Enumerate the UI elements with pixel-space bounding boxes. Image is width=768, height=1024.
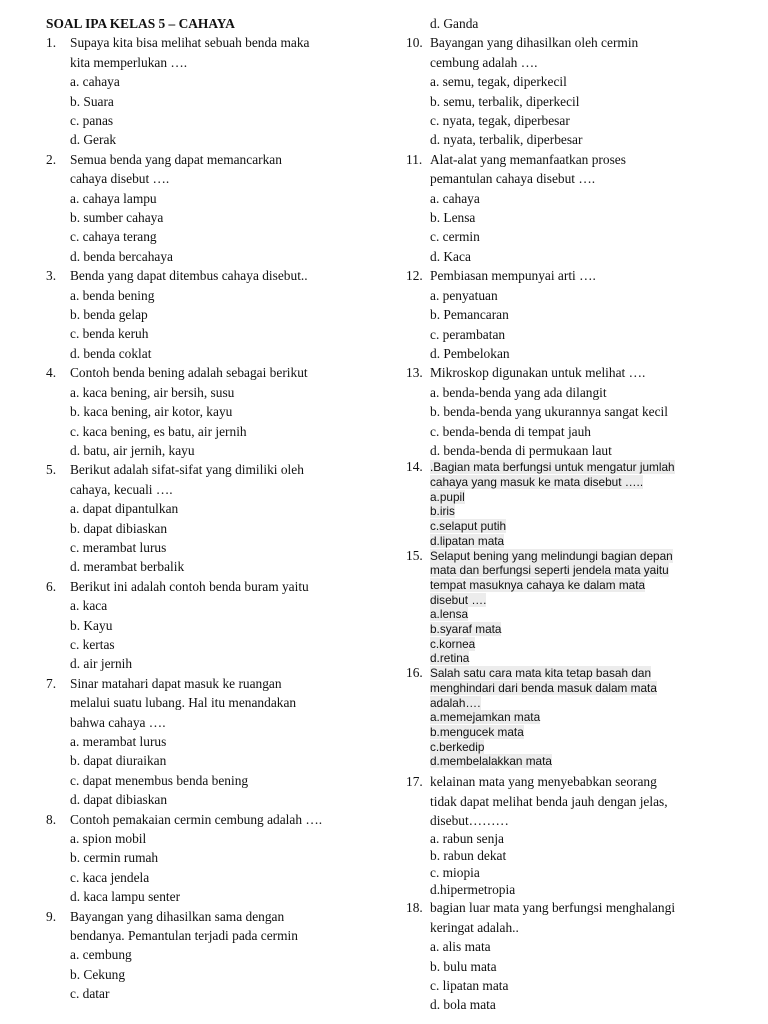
option-item: b. Suara [70,93,114,109]
question-number: 2. [46,151,57,167]
option-item: c. panas [70,113,114,129]
question-text: Selaput bening yang melindungi bagian depan [430,548,673,563]
option-item: a. alis mata [430,939,491,955]
question-item [46,577,386,674]
question-item [406,33,736,149]
option-item: c. cermin [430,229,480,245]
option-item [406,740,736,755]
option-item: b. Lensa [430,210,476,226]
question-number: 7. [46,675,57,691]
question-number: 11. [406,151,423,167]
option-item: b. benda-benda yang ukurannya sangat kecil [430,404,668,420]
option-item [406,490,736,505]
question-number: 3. [46,268,57,284]
option-item: d. air jernih [70,656,133,672]
option-item: b. Kayu [70,617,113,633]
option-item: d. Gerak [70,132,117,148]
question-item [46,810,386,907]
question-text-line: cahaya disebut …. [70,171,170,187]
left-question-list [46,33,386,1003]
question-item [46,266,386,363]
question-18 [406,898,736,1014]
question-text-line [406,666,736,681]
question-item [46,150,386,266]
question-item [46,674,386,810]
option-item: b. benda gelap [70,307,148,323]
option-item: b. bulu mata [430,958,497,974]
question-text-line: bahwa cahaya …. [70,714,166,730]
question-text-line [406,475,736,490]
option-item: a. merambat lurus [70,734,167,750]
option-item: d. benda-benda di permukaan laut [430,442,612,458]
option-item: c. cahaya terang [70,229,157,245]
option-item: b. rabun dekat [430,848,507,864]
option-item: d. batu, air jernih, kayu [70,442,195,458]
question-text-line: bendanya. Pemantulan terjadi pada cermin [70,928,298,944]
question-text-line: Berikut adalah sifat-sifat yang dimiliki oleh [70,462,304,478]
question-text-line: pemantulan cahaya disebut …. [430,171,596,187]
option-item [406,651,736,666]
option-item [406,637,736,652]
option-item: b. cermin rumah [70,850,159,866]
question-text-line: disebut……… [430,812,509,828]
question-number: 10. [406,35,423,51]
question-number: 1. [46,35,57,51]
question-text: tempat masuknya cahaya ke dalam mata [430,577,646,592]
option-item: a. cembung [70,947,132,963]
option-item: c. perambatan [430,326,506,342]
question-item [406,150,736,266]
question-text-line: Bayangan yang dihasilkan sama dengan [70,908,285,924]
question-17 [406,772,736,898]
right-column [406,14,736,1015]
option-item: c. benda keruh [70,326,149,342]
option-item: a. dapat dipantulkan [70,501,179,517]
question-text: Salah satu cara mata kita tetap basah dan [430,666,652,681]
right-question-list [406,33,736,460]
option-item: c. nyata, tegak, diperbesar [430,113,570,129]
option-text: d.lipatan mata [430,533,505,548]
option-item [406,622,736,637]
option-item [406,725,736,740]
option-item: b. Cekung [70,966,126,982]
option-item: b. sumber cahaya [70,210,164,226]
left-column [46,14,386,1004]
option-item [406,504,736,519]
option-item: c. kaca bening, es batu, air jernih [70,423,247,439]
question-number: 6. [46,578,57,594]
question-text: cahaya yang masuk ke mata disebut ….. [430,475,644,490]
option-item [406,710,736,725]
option-item: a. kaca bening, air bersih, susu [70,384,235,400]
question-text-line: Contoh pemakaian cermin cembung adalah …. [70,811,323,827]
question-text-line: melalui suatu lubang. Hal itu menandakan [70,695,297,711]
option-text: b.iris [430,504,455,519]
option-item: b. dapat dibiaskan [70,520,168,536]
question-text-line: kelainan mata yang menyebabkan seorang [430,774,657,790]
option-item: c. benda-benda di tempat jauh [430,423,591,439]
option-item: d. Pembelokan [430,345,510,361]
option-item: a. cahaya [430,190,480,206]
option-item: a. cahaya lampu [70,190,157,206]
question-text-line: Bayangan yang dihasilkan oleh cermin [430,35,639,51]
option-text: c.kornea [430,636,476,651]
question-text-line: bagian luar mata yang berfungsi menghalangi [430,900,676,916]
question-text: .Bagian mata berfungsi untuk mengatur jumlah [430,460,675,475]
question-number: 18. [406,900,423,916]
option-item: b. Pemancaran [430,307,509,323]
option-item: b. dapat diuraikan [70,753,167,769]
question-text-line: Pembiasan mempunyai arti …. [430,268,596,284]
question-text-line: Alat-alat yang memanfaatkan proses [430,151,626,167]
option-item [406,607,736,622]
question-text-line [406,593,736,608]
option-text: b.mengucek mata [430,725,524,739]
question-text-line [406,549,736,564]
question-item [406,549,736,667]
question-text-line: cembung adalah …. [430,54,538,70]
option-text: a.lensa [430,607,469,622]
question-text-line: Semua benda yang dapat memancarkan [70,151,282,167]
option-item [406,754,736,769]
option-item: a. kaca [70,598,108,614]
question-text-line: kita memperlukan …. [70,54,188,70]
option-item: a. benda-benda yang ada dilangit [430,384,607,400]
question-item [406,772,736,898]
question-number: 4. [46,365,57,381]
option-text: c.berkedip [430,739,485,754]
option-text: d.membelalakkan mata [430,754,552,769]
question-item [46,33,386,149]
option-item [406,519,736,534]
question-number: 13. [406,365,423,381]
option-item: c. datar [70,986,110,1002]
question-text-line: Sinar matahari dapat masuk ke ruangan [70,675,282,691]
question-number: 12. [406,268,423,284]
question-text: menghindari dari benda masuk dalam mata [430,680,657,695]
option-item: d. benda bercahaya [70,248,173,264]
highlighted-question-list [406,460,736,769]
question-item [406,363,736,460]
question-number: 14. [406,459,423,475]
question-text-line [406,696,736,711]
option-item: a. semu, tegak, diperkecil [430,74,567,90]
question-item [406,460,736,548]
question-text-line [406,460,736,475]
option-text: d.retina [430,651,470,666]
question-item [46,363,386,460]
question-text-line: Contoh benda bening adalah sebagai berikut [70,365,308,381]
option-item: d.hipermetropia [430,882,516,898]
option-item: a. penyatuan [430,287,498,303]
question-number: 15. [406,547,423,563]
option-item: d. merambat berbalik [70,559,185,575]
question-item [406,898,736,1014]
question-number: 16. [406,665,423,681]
question-text: mata dan berfungsi seperti jendela mata yaitu [430,563,669,578]
question-text-line: Supaya kita bisa melihat sebuah benda maka [70,35,310,51]
option-item: c. miopia [430,865,480,881]
option-item: a. rabun senja [430,831,504,847]
option-item: a. benda bening [70,287,155,303]
option-item: d. Ganda [430,16,479,31]
question-number: 5. [46,462,57,478]
option-item: a. cahaya [70,74,120,90]
question-text-line: Benda yang dapat ditembus cahaya disebut.. [70,268,308,284]
question-text-line: cahaya, kecuali …. [70,481,173,497]
question-item [406,666,736,769]
option-item: c. kaca jendela [70,869,150,885]
option-item: a. spion mobil [70,831,147,847]
question-item [46,907,386,1004]
option-text: a.memejamkan mata [430,710,541,725]
question-text: disebut …. [430,592,487,607]
option-item: b. semu, terbalik, diperkecil [430,93,580,109]
option-item: c. lipatan mata [430,977,509,993]
question-item [46,460,386,576]
option-item [406,534,736,549]
option-item: b. kaca bening, air kotor, kayu [70,404,233,420]
option-item: d. bola mata [430,997,496,1013]
question-text-line: Berikut ini adalah contoh benda buram yaitu [70,578,309,594]
option-item: c. dapat menembus benda bening [70,772,249,788]
question-item [406,266,736,363]
question-text: adalah…. [430,695,481,710]
option-text: a.pupil [430,489,465,504]
question-number: 9. [46,908,57,924]
question-text-line [406,578,736,593]
option-item: d. Kaca [430,248,471,264]
option-item: d. benda coklat [70,345,152,361]
option-text: c.selaput putih [430,519,507,534]
option-text: b.syaraf mata [430,622,502,637]
option-item: c. kertas [70,636,115,652]
question-number: 17. [406,774,423,790]
option-item: d. kaca lampu senter [70,889,181,905]
worksheet-title: SOAL IPA KELAS 5 – CAHAYA [46,16,235,31]
question-number: 8. [46,811,57,827]
question-text-line: keringat adalah.. [430,919,519,935]
question-text-line: Mikroskop digunakan untuk melihat …. [430,365,646,381]
option-item: c. merambat lurus [70,539,167,555]
question-text-line [406,563,736,578]
question-text-line: tidak dapat melihat benda jauh dengan jelas, [430,793,668,809]
option-item: d. dapat dibiaskan [70,792,168,808]
question-text-line [406,681,736,696]
option-item: d. nyata, terbalik, diperbesar [430,132,583,148]
